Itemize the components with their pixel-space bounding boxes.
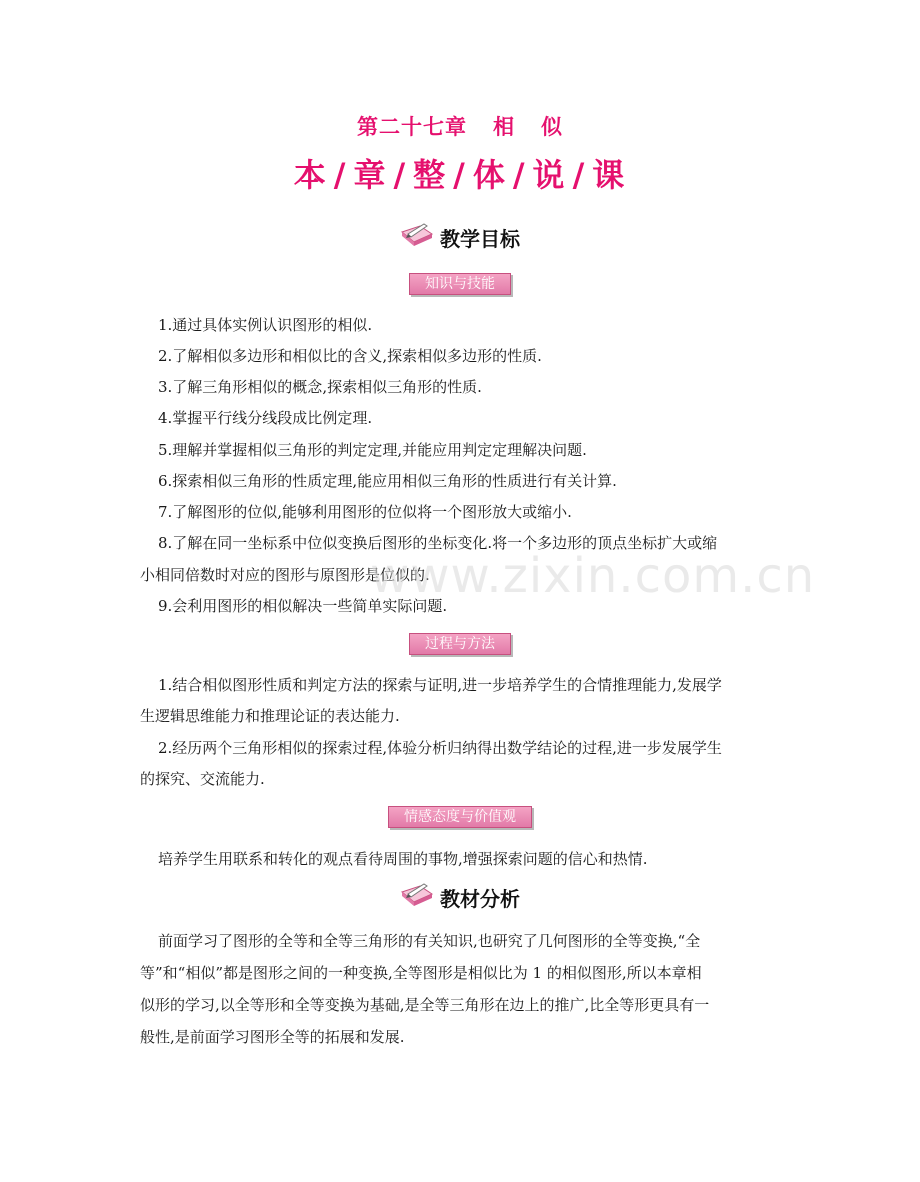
- section-title: 教材分析: [440, 887, 520, 911]
- list-item: 7.了解图形的位似,能够利用图形的位似将一个图形放大或缩小.: [158, 503, 572, 521]
- banner-separator: /: [333, 156, 348, 194]
- paragraph-line: 般性,是前面学习图形全等的拓展和发展.: [140, 1028, 405, 1046]
- list-item-continuation: 生逻辑思维能力和推理论证的表达能力.: [140, 707, 400, 725]
- banner-separator: /: [512, 156, 527, 194]
- banner-separator: /: [453, 156, 467, 194]
- paragraph-line: 前面学习了图形的全等和全等三角形的有关知识,也研究了几何图形的全等变换,“全: [158, 932, 701, 950]
- list-item: 1.通过具体实例认识图形的相似.: [158, 316, 373, 334]
- banner-char: 本: [293, 156, 328, 194]
- section-title: 教学目标: [440, 227, 520, 251]
- paragraph: 培养学生用联系和转化的观点看待周围的事物,增强探索问题的信心和热情.: [158, 850, 648, 868]
- chapter-number: 第二十七章: [357, 115, 467, 139]
- section-heading-material-analysis: [0, 882, 920, 913]
- paragraph-line: 等”和“相似”都是图形之间的一种变换,全等图形是相似比为 1 的相似图形,所以本章相: [140, 964, 702, 982]
- banner-char: 课: [592, 156, 627, 194]
- list-item: 2.经历两个三角形相似的探索过程,体验分析归纳得出数学结论的过程,进一步发展学生: [158, 739, 722, 757]
- watermark: www.zixin.com.cn: [370, 548, 816, 604]
- list-item-continuation: 小相同倍数时对应的图形与原图形是位似的.: [140, 566, 430, 584]
- chapter-title: [0, 111, 920, 141]
- list-item: 3.了解三角形相似的概念,探索相似三角形的性质.: [158, 378, 482, 396]
- tag-attitude-values: 情感态度与价值观: [388, 806, 532, 828]
- chapter-overview-banner: [0, 150, 920, 196]
- banner-char: 说: [532, 156, 567, 194]
- paragraph-line: 似形的学习,以全等形和全等变换为基础,是全等三角形在边上的推广,比全等形更具有一: [140, 996, 710, 1014]
- list-item: 6.探索相似三角形的性质定理,能应用相似三角形的性质进行有关计算.: [158, 472, 617, 490]
- pen-notebook-icon: [400, 882, 434, 913]
- tag-process-methods: 过程与方法: [409, 633, 511, 655]
- banner-char: 章: [353, 156, 388, 194]
- banner-separator: /: [572, 156, 587, 194]
- banner-separator: /: [393, 156, 408, 194]
- pen-notebook-icon: [400, 222, 434, 253]
- list-item: 8.了解在同一坐标系中位似变换后图形的坐标变化.将一个多边形的顶点坐标扩大或缩: [158, 534, 718, 552]
- list-item: 2.了解相似多边形和相似比的含义,探索相似多边形的性质.: [158, 347, 542, 365]
- section-heading-teaching-goals: [0, 222, 920, 253]
- chapter-name-char-1: 相: [493, 115, 515, 139]
- list-item: 9.会利用图形的相似解决一些简单实际问题.: [158, 597, 448, 615]
- list-item: 1.结合相似图形性质和判定方法的探索与证明,进一步培养学生的合情推理能力,发展学: [158, 676, 722, 694]
- chapter-name-char-2: 似: [541, 115, 563, 139]
- tag-knowledge-skills: 知识与技能: [409, 273, 511, 295]
- banner-char: 体: [472, 156, 507, 194]
- list-item-continuation: 的探究、交流能力.: [140, 770, 265, 788]
- list-item: 5.理解并掌握相似三角形的判定定理,并能应用判定定理解决问题.: [158, 441, 587, 459]
- banner-char: 整: [413, 156, 448, 194]
- list-item: 4.掌握平行线分线段成比例定理.: [158, 409, 373, 427]
